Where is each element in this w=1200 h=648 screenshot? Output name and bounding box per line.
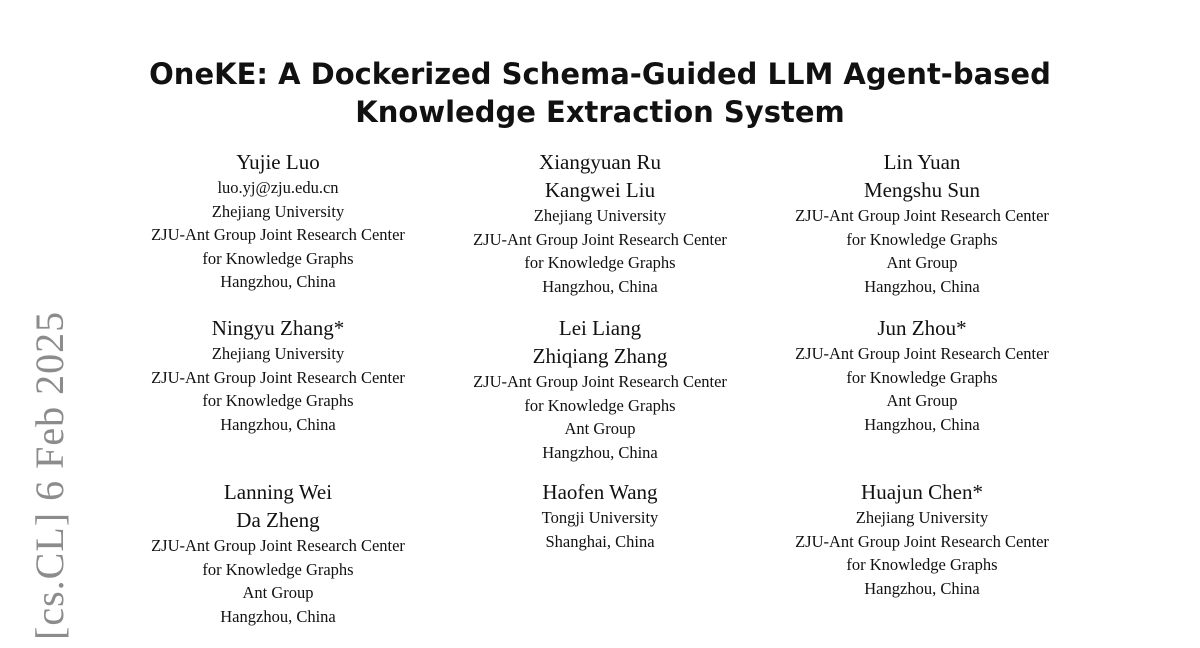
affiliation-line: Zhejiang University bbox=[855, 508, 989, 527]
affiliation-line: Zhejiang University bbox=[533, 206, 667, 225]
affiliation-line: ZJU-Ant Group Joint Research Center bbox=[473, 229, 727, 249]
author-name: Zhiqiang Zhang bbox=[532, 344, 668, 368]
author-name: Da Zheng bbox=[236, 508, 320, 532]
affiliation-line: ZJU-Ant Group Joint Research Center bbox=[795, 344, 1049, 363]
author-name: Huajun Chen* bbox=[861, 480, 983, 504]
affiliation-line: Zhejiang University bbox=[211, 201, 345, 221]
affiliation-location: Hangzhou, China bbox=[220, 606, 336, 626]
author-name: Lei Liang bbox=[558, 316, 642, 340]
affiliation-line: Zhejiang University bbox=[211, 344, 345, 363]
author-block-wei-zheng bbox=[118, 478, 438, 628]
affiliation-line: Ant Group bbox=[886, 391, 958, 410]
author-name: Jun Zhou* bbox=[877, 316, 967, 340]
author-name: Haofen Wang bbox=[542, 480, 658, 504]
affiliation-line: for Knowledge Graphs bbox=[524, 395, 676, 415]
affiliation-location: Hangzhou, China bbox=[864, 276, 980, 296]
affiliation-line: for Knowledge Graphs bbox=[846, 367, 998, 387]
arxiv-stamp: [cs.CL] 6 Feb 2025 bbox=[27, 310, 72, 640]
author-block-yuan-sun bbox=[762, 148, 1082, 298]
author-name: Xiangyuan Ru bbox=[539, 150, 661, 174]
affiliation-line: for Knowledge Graphs bbox=[524, 253, 676, 272]
affiliation-line: Ant Group bbox=[242, 583, 314, 602]
affiliation-line: ZJU-Ant Group Joint Research Center bbox=[151, 367, 405, 387]
affiliation-location: Hangzhou, China bbox=[864, 578, 980, 598]
affiliation-line: ZJU-Ant Group Joint Research Center bbox=[151, 225, 405, 244]
affiliation-location: Shanghai, China bbox=[545, 531, 655, 551]
affiliation-line: Tongji University bbox=[541, 508, 659, 527]
author-block-jun-zhou bbox=[762, 314, 1082, 436]
affiliation-line: ZJU-Ant Group Joint Research Center bbox=[795, 531, 1049, 551]
author-name: Ningyu Zhang* bbox=[211, 316, 345, 340]
author-name: Kangwei Liu bbox=[544, 178, 656, 202]
affiliation-line: for Knowledge Graphs bbox=[202, 391, 354, 410]
affiliation-line: for Knowledge Graphs bbox=[202, 559, 354, 579]
author-name: Mengshu Sun bbox=[863, 178, 981, 202]
author-email: luo.yj@zju.edu.cn bbox=[217, 178, 339, 197]
paper-title bbox=[0, 55, 1200, 131]
affiliation-location: Hangzhou, China bbox=[220, 272, 336, 291]
affiliation-line: for Knowledge Graphs bbox=[846, 555, 998, 574]
author-block-haofen-wang bbox=[440, 478, 760, 553]
affiliation-line: for Knowledge Graphs bbox=[846, 229, 998, 249]
title-line-2: Knowledge Extraction System bbox=[355, 95, 845, 129]
affiliation-location: Hangzhou, China bbox=[542, 276, 658, 296]
affiliation-line: Ant Group bbox=[886, 253, 958, 272]
author-block-liang-zhang bbox=[440, 314, 760, 464]
affiliation-location: Hangzhou, China bbox=[220, 414, 336, 434]
author-name: Yujie Luo bbox=[236, 150, 320, 174]
affiliation-line: ZJU-Ant Group Joint Research Center bbox=[473, 372, 727, 391]
author-block-ru-liu bbox=[440, 148, 760, 298]
affiliation-line: ZJU-Ant Group Joint Research Center bbox=[795, 206, 1049, 225]
author-name: Lanning Wei bbox=[223, 480, 333, 504]
affiliation-location: Hangzhou, China bbox=[864, 414, 980, 434]
affiliation-line: ZJU-Ant Group Joint Research Center bbox=[151, 536, 405, 555]
affiliation-line: for Knowledge Graphs bbox=[202, 248, 354, 268]
author-name: Lin Yuan bbox=[883, 150, 961, 174]
title-line-1: OneKE: A Dockerized Schema-Guided LLM Agent-based bbox=[149, 57, 1051, 91]
author-block-luo bbox=[118, 148, 438, 294]
affiliation-line: Ant Group bbox=[564, 419, 636, 438]
author-block-ningyu-zhang bbox=[118, 314, 438, 436]
author-block-huajun-chen bbox=[762, 478, 1082, 600]
affiliation-location: Hangzhou, China bbox=[542, 442, 658, 462]
